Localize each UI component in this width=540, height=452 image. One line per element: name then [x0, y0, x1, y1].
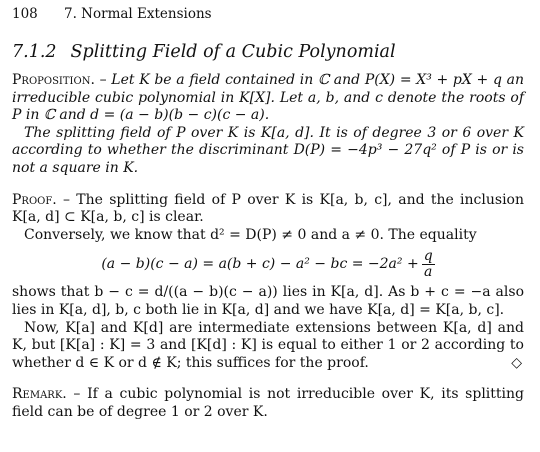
- section-number: 7.1.2: [12, 42, 57, 62]
- proposition-text-1: Let K be a field contained in ℂ and P(X) = X³ + pX + q an irreducible cubic polynomial in K[X]. Let a, b, and c denote the roots of P in ℂ and d = (a − b)(b − c)(c − a).: [12, 72, 524, 124]
- fraction-numerator: q: [423, 247, 433, 264]
- proposition-sep: –: [94, 72, 112, 88]
- proof-paragraph-3: shows that b − c = d/((a − b)(c − a)) lies in K[a, d]. As b + c = −a also lies in K[a, d], b, c both lie in K[a, d] and we have K[a, d] = K[a, b, c].: [12, 284, 524, 318]
- proof-text-4: Now, K[a] and K[d] are intermediate extensions between K[a, d] and K, but [K[a] : K] = 3 and [K[d] : K] is equal to either 1 or 2 according to whether d ∈ K or d ∉ K; this suffices for the proof.: [12, 319, 524, 371]
- chapter-title: 7. Normal Extensions: [64, 6, 212, 22]
- proof-paragraph-4: [12, 320, 524, 373]
- fraction-denominator: a: [424, 263, 433, 280]
- proof-label: Proof.: [12, 191, 57, 208]
- qed-diamond-icon: ◇: [511, 354, 522, 371]
- fraction-q-over-a: [422, 249, 435, 280]
- remark-text: If a cubic polynomial is not irreducible over K, its splitting field can be of degree 1 or 2 over K.: [12, 386, 524, 420]
- running-header: [12, 6, 528, 22]
- proof-sep: –: [56, 191, 77, 208]
- display-equation: [12, 246, 524, 282]
- proposition-statement: [12, 72, 524, 125]
- section-title: Splitting Field of a Cubic Polynomial: [70, 42, 396, 62]
- spacer: [12, 178, 524, 192]
- proof-paragraph-1: [12, 192, 524, 227]
- equation-left: (a − b)(c − a) = a(b + c) − a² − bc = −2a² +: [101, 256, 419, 273]
- remark-paragraph: [12, 386, 524, 421]
- proposition-text-2: The splitting field of P over K is K[a, d]. It is of degree 3 or 6 over K according to whether the discriminant D(P) = −4p³ − 27q² of P is or is not a square in K.: [12, 124, 524, 176]
- remark-label: Remark.: [12, 386, 67, 403]
- proposition-label: Proposition.: [12, 72, 95, 88]
- spacer: [12, 372, 524, 386]
- body-text: [12, 72, 524, 422]
- proof-text-1: The splitting field of P over K is K[a, b, c], and the inclusion K[a, d] ⊂ K[a, b, c] is clear.: [12, 191, 524, 226]
- page-number: 108: [12, 6, 38, 22]
- proof-paragraph-2: Conversely, we know that d² = D(P) ≠ 0 and a ≠ 0. The equality: [24, 226, 477, 243]
- section-heading: [12, 42, 528, 62]
- remark-sep: –: [66, 386, 88, 403]
